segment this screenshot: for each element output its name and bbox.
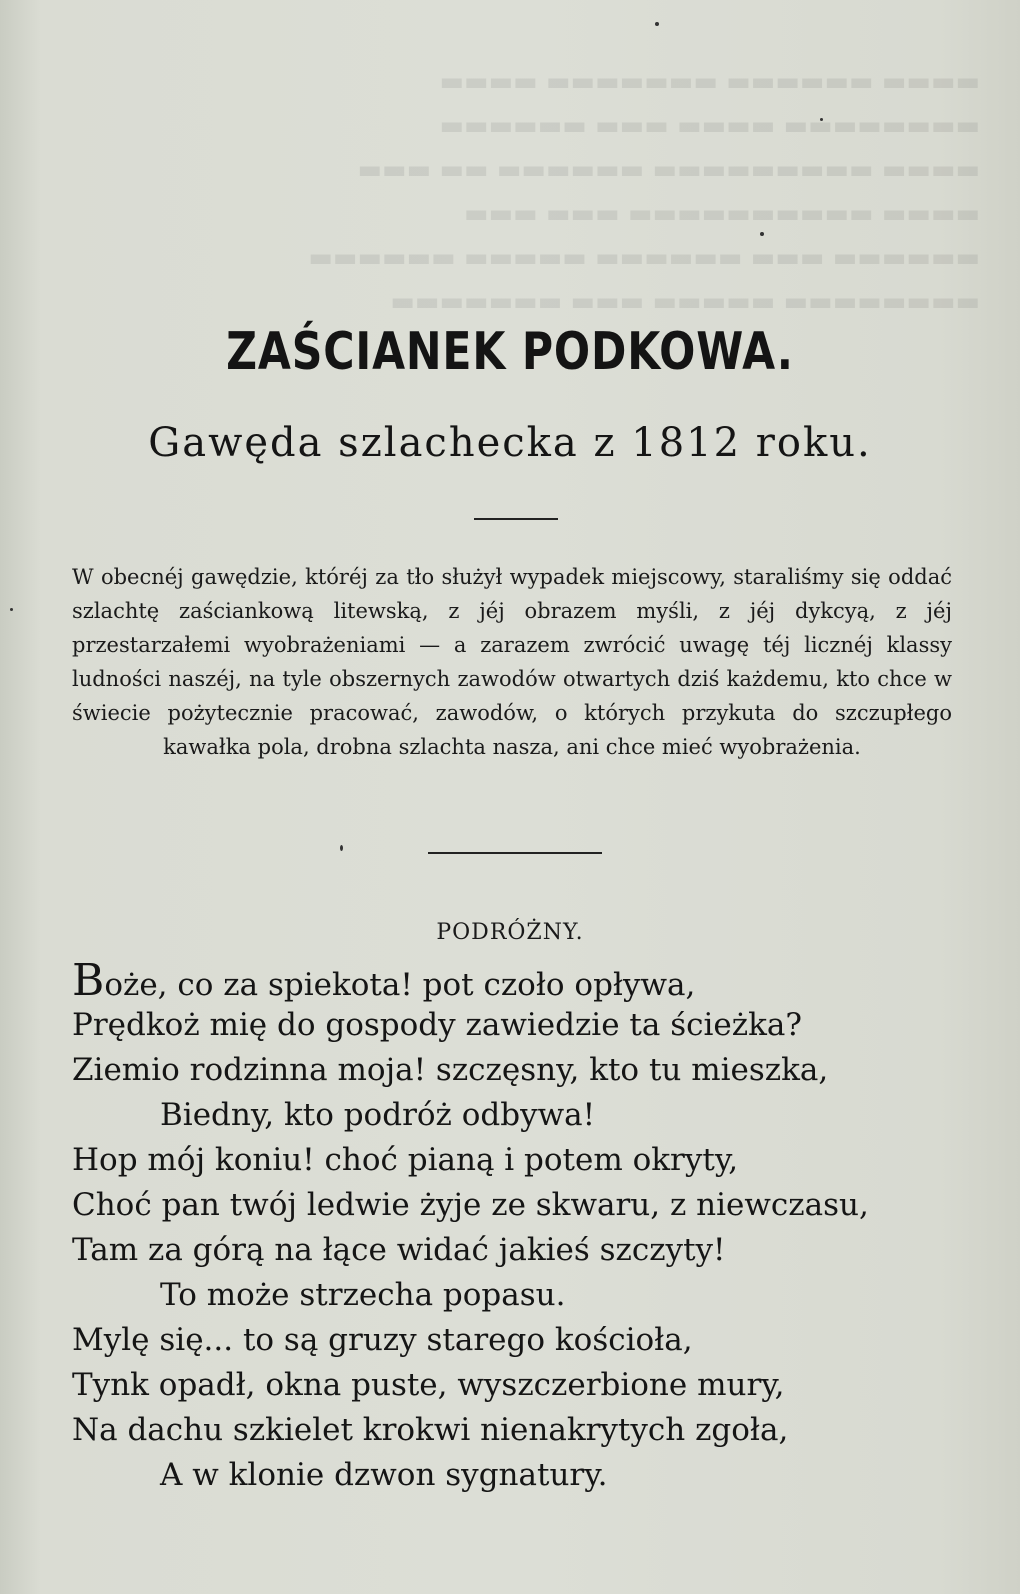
- short-divider: [474, 518, 558, 520]
- speaker-heading: PODRÓŻNY.: [436, 920, 584, 945]
- poem-line: Choć pan twój ledwie żyje ze skwaru, z niewczasu,: [72, 1187, 869, 1223]
- ink-speck: [655, 22, 659, 26]
- poem-line: Ziemio rodzinna moja! szczęsny, kto tu mieszka,: [72, 1052, 829, 1088]
- poem-line: [72, 955, 972, 1006]
- poem-line: Prędkoż mię do gospody zawiedzie ta ścieżka?: [72, 1007, 802, 1043]
- show-through-texture: ▬▬▬▬ ▬▬▬▬▬▬▬ ▬▬▬▬▬▬ ▬▬▬▬ ▬▬▬▬▬▬ ▬▬▬ ▬▬▬▬ ▬▬▬▬▬▬▬▬ ▬▬▬ ▬▬ ▬▬▬▬▬▬ ▬▬▬▬▬▬▬▬▬ ▬▬▬▬ ▬▬▬ ▬▬▬ ▬▬▬▬▬▬▬▬▬▬ ▬▬▬▬ ▬▬▬▬▬▬ ▬▬▬▬▬ ▬▬▬▬▬▬ ▬▬▬ ▬▬▬▬▬▬ ▬▬▬▬▬▬▬ ▬▬▬ ▬▬▬▬▬ ▬▬▬▬▬▬▬▬: [308, 67, 980, 317]
- ink-speck: [10, 608, 13, 611]
- drop-cap: B: [72, 955, 105, 1006]
- ink-speck: [820, 118, 823, 121]
- chapter-title: ZAŚCIANEK PODKOWA.: [226, 322, 794, 382]
- poem-line: Hop mój koniu! choć pianą i potem okryty,: [72, 1142, 739, 1178]
- poem-line: Mylę się... to są gruzy starego kościoła,: [72, 1322, 693, 1358]
- poem-line: Na dachu szkielet krokwi nienakrytych zgoła,: [72, 1412, 789, 1448]
- poem-line: A w klonie dzwon sygnatury.: [160, 1457, 608, 1493]
- poem-line: To może strzecha popasu.: [160, 1277, 566, 1313]
- poem-body: [72, 955, 972, 1498]
- introduction-paragraph: W obecnéj gawędzie, któréj za tło służył wypadek miejscowy, staraliśmy się oddać szlachtę zaściankową litewską, z jéj obrazem myśli, z jéj dykcyą, z jéj przestarzałemi wyobrażeniami — a zarazem zwrócić uwagę téj licznéj klassy ludności naszéj, na tyle obszernych zawodów otwartych dziś każdemu, kto chce w świecie pożytecznie pracować, zawodów, o których przykuta do szczupłego kawałka pola, drobna szlachta nasza, ani chce mieć wyobrażenia.: [72, 565, 952, 759]
- poem-line: Tam za górą na łące widać jakieś szczyty!: [72, 1232, 726, 1268]
- poem-line: Biedny, kto podróż odbywa!: [160, 1097, 596, 1133]
- ink-speck: [760, 232, 764, 236]
- ink-speck: [340, 845, 343, 851]
- poem-line-text: oże, co za spiekota! pot czoło opływa,: [104, 967, 696, 1003]
- section-divider: [428, 852, 602, 854]
- poem-line: Tynk opadł, okna puste, wyszczerbione mury,: [72, 1367, 785, 1403]
- chapter-subtitle: Gawęda szlachecka z 1812 roku.: [148, 420, 872, 466]
